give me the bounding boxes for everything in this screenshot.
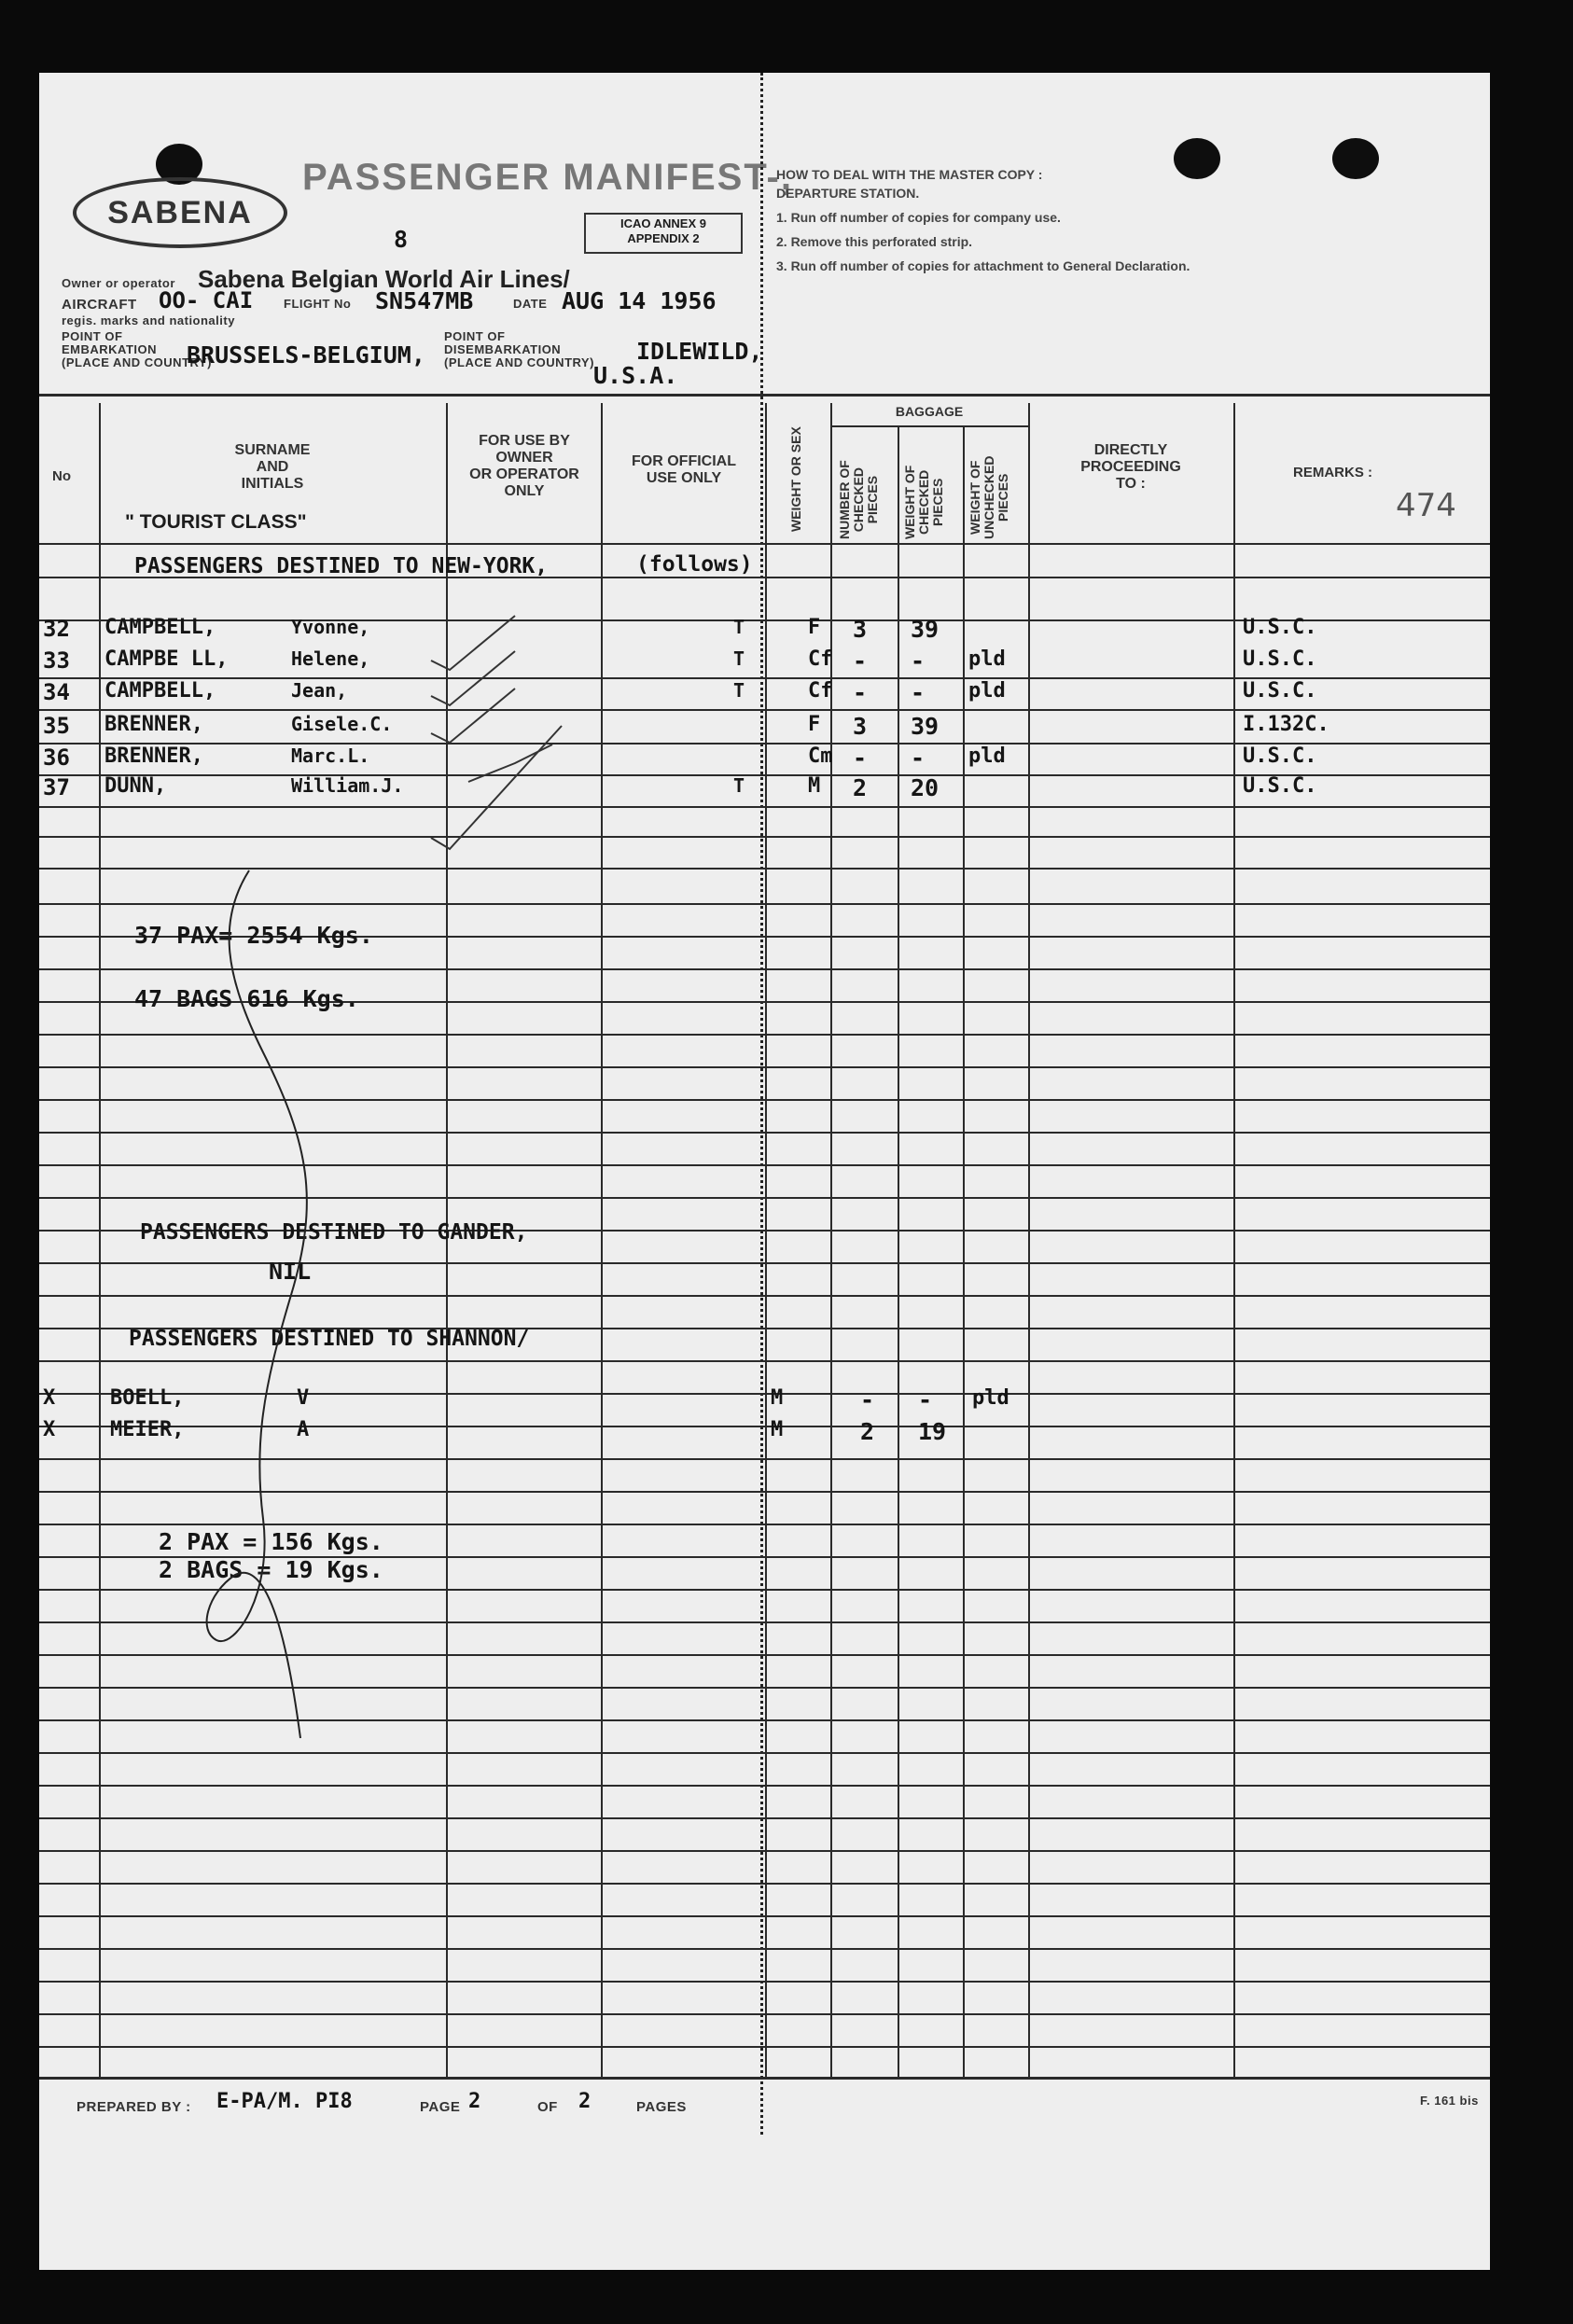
passenger-sex: Cf (808, 647, 833, 671)
passenger-no: 33 (43, 647, 70, 674)
passenger-weight: 39 (911, 616, 940, 643)
disembark-value: IDLEWILD, (636, 338, 763, 365)
shannon-sex: M (771, 1418, 784, 1441)
row-rule (39, 1915, 1490, 1917)
punch-hole (1332, 138, 1379, 179)
passenger-initials: William.J. (291, 774, 404, 797)
row-rule (39, 1948, 1490, 1950)
row-rule (39, 1752, 1490, 1754)
passenger-no: 37 (43, 774, 70, 800)
totals-shannon-pax: 2 PAX = 156 Kgs. (159, 1528, 383, 1555)
row-rule (39, 543, 1490, 545)
row-rule (39, 836, 1490, 838)
baggage-rule (830, 425, 1028, 427)
shannon-unchecked: pld (972, 1386, 1009, 1410)
passenger-sex: Cf (808, 679, 833, 703)
page-value: 2 (468, 2090, 481, 2113)
passenger-sex: F (808, 713, 821, 736)
col-owner-use: FOR USE BY OWNER OR OPERATOR ONLY (469, 433, 579, 499)
section-gander: PASSENGERS DESTINED TO GANDER, (140, 1220, 528, 1245)
passenger-no: 34 (43, 679, 70, 705)
instruction-item: 3. Run off number of copies for attachment to General Declaration. (776, 258, 1190, 273)
embark-label: POINT OF EMBARKATION (PLACE AND COUNTRY) (62, 329, 212, 369)
passenger-surname: CAMPBELL, (104, 616, 216, 639)
col-directly: DIRECTLY PROCEEDING TO : (1080, 442, 1181, 492)
row-rule (39, 1981, 1490, 1983)
manifest-title: PASSENGER MANIFEST-, (302, 157, 793, 198)
row-rule (39, 1850, 1490, 1852)
passenger-remarks: U.S.C. (1243, 679, 1317, 703)
shannon-sex: M (771, 1386, 784, 1410)
passenger-pieces: - (853, 679, 868, 706)
passenger-remarks: U.S.C. (1243, 647, 1317, 671)
passenger-surname: BRENNER, (104, 713, 203, 736)
section-new-york: PASSENGERS DESTINED TO NEW-YORK, (134, 554, 549, 578)
totals-new-york-bags: 47 BAGS 616 Kgs. (134, 985, 359, 1012)
passenger-no: 32 (43, 616, 70, 642)
strike-line (198, 866, 347, 1743)
passenger-sex: Cm (808, 745, 833, 768)
totals-shannon-bags: 2 BAGS = 19 Kgs. (159, 1556, 383, 1583)
passenger-initials: Yvonne, (291, 616, 370, 638)
date-label: DATE (513, 297, 548, 311)
section-gander-nil: NIL (269, 1258, 312, 1285)
of-value: 2 (578, 2090, 592, 2113)
totals-new-york-pax: 37 PAX= 2554 Kgs. (134, 922, 373, 949)
col-weight-checked: WEIGHT OF CHECKED PIECES (902, 465, 945, 539)
passenger-pieces: - (853, 647, 868, 675)
passenger-remarks: U.S.C. (1243, 774, 1317, 798)
row-rule (39, 709, 1490, 711)
perforation-line (760, 73, 763, 2135)
col-weight-unchecked: WEIGHT OF UNCHECKED PIECES (967, 455, 1010, 539)
shannon-initials: A (297, 1418, 310, 1441)
passenger-pieces: 2 (853, 774, 868, 801)
col-checked-pieces: NUMBER OF CHECKED PIECES (837, 460, 880, 539)
class-note: " TOURIST CLASS" (125, 511, 307, 533)
section-shannon: PASSENGERS DESTINED TO SHANNON/ (129, 1327, 530, 1351)
col-line (963, 427, 965, 2078)
page-label: PAGE (420, 2099, 461, 2115)
instruction-item: 2. Remove this perforated strip. (776, 234, 973, 249)
icao-box: ICAO ANNEX 9 APPENDIX 2 (584, 213, 743, 254)
col-line (1028, 403, 1030, 2078)
col-baggage: BAGGAGE (895, 404, 964, 419)
passenger-no: 35 (43, 713, 70, 739)
of-label: OF (537, 2099, 558, 2115)
shannon-no: X (43, 1386, 56, 1410)
sabena-logo: SABENA (73, 177, 287, 248)
passenger-initials: Jean, (291, 679, 348, 702)
passenger-pieces: - (853, 745, 868, 772)
shannon-no: X (43, 1418, 56, 1441)
shannon-surname: MEIER, (110, 1418, 185, 1441)
col-surname: SURNAME AND INITIALS (234, 442, 311, 492)
instructions (776, 162, 1190, 278)
passenger-no: 36 (43, 745, 70, 771)
passenger-mark: T (733, 616, 745, 638)
section-follows: (follows) (636, 552, 753, 577)
passenger-remarks: I.132C. (1243, 713, 1329, 736)
row-rule (39, 1817, 1490, 1819)
footer-rule (39, 2077, 1490, 2080)
col-line (1233, 403, 1235, 2078)
instructions-subtitle: DEPARTURE STATION. (776, 186, 920, 201)
sheet-number: 8 (394, 226, 409, 253)
passenger-unchecked: pld (968, 745, 1006, 768)
form-code: F. 161 bis (1420, 2094, 1479, 2108)
passenger-weight: - (911, 679, 926, 706)
row-rule (39, 1785, 1490, 1787)
passenger-mark: T (733, 679, 745, 702)
prepared-value: E-PA/M. PI8 (216, 2090, 353, 2113)
passenger-remarks: U.S.C. (1243, 616, 1317, 639)
passenger-unchecked: pld (968, 679, 1006, 703)
col-official-use: FOR OFFICIAL USE ONLY (632, 453, 736, 486)
row-rule (39, 2013, 1490, 2015)
manifest-page (39, 73, 1490, 2270)
passenger-mark: T (733, 647, 745, 670)
col-line (765, 403, 767, 2078)
passenger-remarks: U.S.C. (1243, 745, 1317, 768)
passenger-weight: 39 (911, 713, 940, 740)
shannon-initials: V (297, 1386, 310, 1410)
checkmarks-scribble (412, 577, 580, 875)
shannon-weight: 19 (918, 1418, 947, 1445)
passenger-surname: BRENNER, (104, 745, 203, 768)
passenger-pieces: 3 (853, 713, 868, 740)
owner-label: Owner or operator (62, 276, 175, 290)
passenger-surname: CAMPBELL, (104, 679, 216, 703)
row-rule (39, 806, 1490, 808)
pages-label: PAGES (636, 2099, 687, 2115)
passenger-unchecked: pld (968, 647, 1006, 671)
row-rule (39, 2046, 1490, 2048)
passenger-initials: Gisele.C. (291, 713, 393, 735)
passenger-sex: F (808, 616, 821, 639)
passenger-initials: Marc.L. (291, 745, 370, 767)
embark-value: BRUSSELS-BELGIUM, (187, 341, 425, 369)
row-rule (39, 1883, 1490, 1885)
shannon-pieces: 2 (860, 1418, 875, 1445)
col-no: No (52, 468, 71, 484)
aircraft-value: OO- CAI (159, 287, 254, 313)
passenger-surname: DUNN, (104, 774, 167, 798)
shannon-pieces: - (860, 1386, 875, 1413)
remarks-number: 474 (1396, 487, 1456, 524)
passenger-surname: CAMPBE LL, (104, 647, 229, 671)
header-rule (39, 394, 1490, 397)
aircraft-label: AIRCRAFT (62, 297, 137, 313)
col-line (99, 403, 101, 2078)
passenger-mark: T (733, 774, 745, 797)
shannon-surname: BOELL, (110, 1386, 185, 1410)
date-value: AUG 14 1956 (562, 287, 717, 314)
instructions-title: HOW TO DEAL WITH THE MASTER COPY : (776, 167, 1043, 182)
disembark-value-country: U.S.A. (593, 362, 678, 389)
col-line (898, 427, 899, 2078)
passenger-pieces: 3 (853, 616, 868, 643)
aircraft-sub-label: regis. marks and nationality (62, 313, 235, 327)
disembark-label: POINT OF DISEMBARKATION (PLACE AND COUNTRY) (444, 329, 594, 369)
passenger-weight: - (911, 745, 926, 772)
flight-value: SN547MB (375, 287, 474, 314)
flight-label: FLIGHT No (284, 297, 352, 311)
prepared-label: PREPARED BY : (77, 2099, 191, 2115)
passenger-weight: - (911, 647, 926, 675)
instruction-item: 1. Run off number of copies for company use. (776, 210, 1061, 225)
passenger-initials: Helene, (291, 647, 370, 670)
passenger-weight: 20 (911, 774, 940, 801)
col-remarks: REMARKS : (1293, 465, 1372, 480)
col-line (601, 403, 603, 2078)
passenger-sex: M (808, 774, 821, 798)
shannon-weight: - (918, 1386, 933, 1413)
owner-value: Sabena Belgian World Air Lines/ (198, 265, 570, 293)
col-weight-sex: WEIGHT OR SEX (788, 426, 803, 532)
